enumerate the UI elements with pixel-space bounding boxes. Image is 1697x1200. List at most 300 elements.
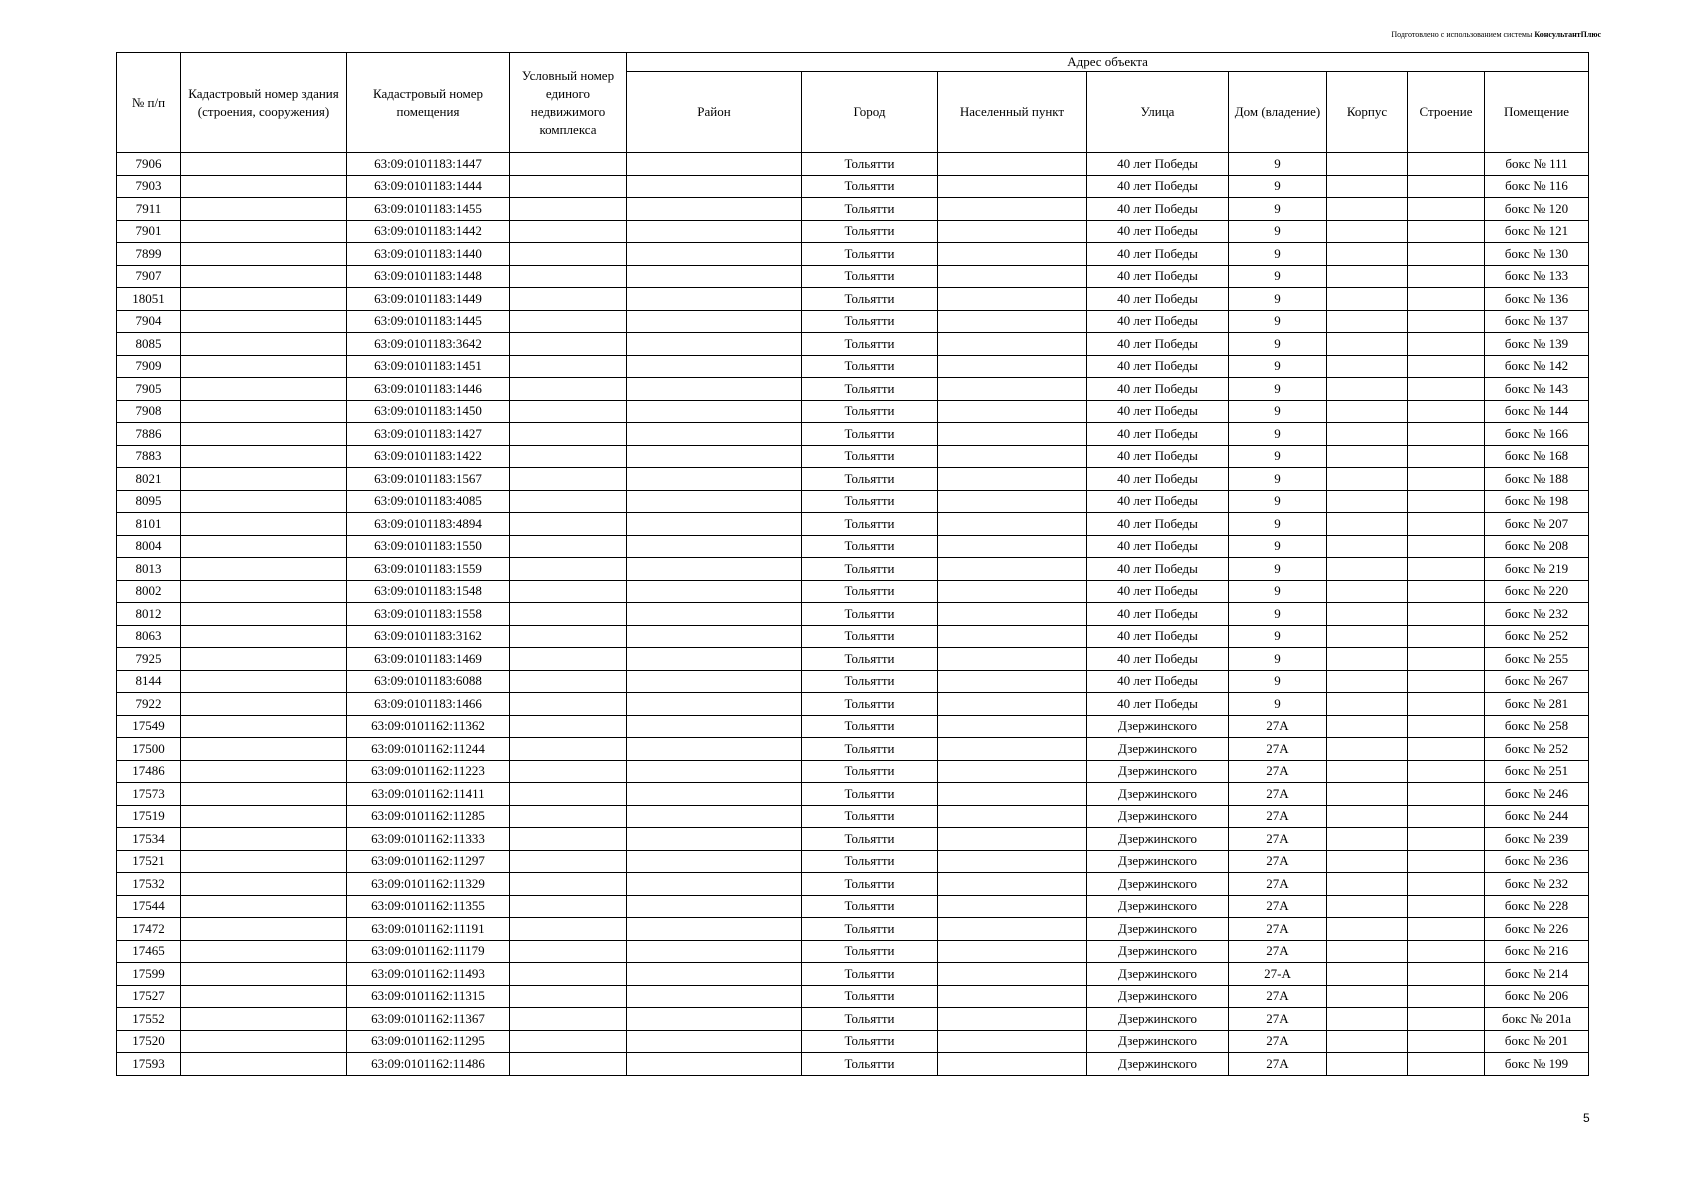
cell-conditional-number (510, 513, 627, 536)
cell-district (627, 693, 802, 716)
cell-korpus (1327, 220, 1408, 243)
cell-building (1408, 693, 1485, 716)
cell-house: 9 (1229, 468, 1327, 491)
cell-room-cadastral: 63:09:0101183:1559 (347, 558, 510, 581)
cell-conditional-number (510, 423, 627, 446)
cell-num: 17519 (117, 805, 181, 828)
table-row (117, 288, 1589, 311)
cell-settlement (938, 490, 1087, 513)
cell-room-cadastral: 63:09:0101162:11367 (347, 1008, 510, 1031)
cell-room-cadastral: 63:09:0101183:1558 (347, 603, 510, 626)
cell-district (627, 918, 802, 941)
cell-num: 7909 (117, 355, 181, 378)
cell-conditional-number (510, 1053, 627, 1076)
cell-room: бокс № 130 (1485, 243, 1589, 266)
cell-building (1408, 310, 1485, 333)
cell-settlement (938, 580, 1087, 603)
cell-district (627, 220, 802, 243)
cell-city: Тольятти (802, 828, 938, 851)
cell-house: 9 (1229, 445, 1327, 468)
cell-building (1408, 220, 1485, 243)
header-district: Район (627, 72, 802, 153)
table-row (117, 153, 1589, 176)
cell-house: 27-А (1229, 963, 1327, 986)
cell-conditional-number (510, 963, 627, 986)
cell-building-cadastral (181, 850, 347, 873)
cell-building-cadastral (181, 333, 347, 356)
cell-conditional-number (510, 940, 627, 963)
cell-conditional-number (510, 850, 627, 873)
table-row (117, 625, 1589, 648)
cell-room-cadastral: 63:09:0101183:1548 (347, 580, 510, 603)
cell-building-cadastral (181, 738, 347, 761)
cell-building-cadastral (181, 580, 347, 603)
cell-city: Тольятти (802, 355, 938, 378)
cell-room: бокс № 142 (1485, 355, 1589, 378)
cell-building (1408, 468, 1485, 491)
cell-street: 40 лет Победы (1087, 355, 1229, 378)
cell-house: 27А (1229, 715, 1327, 738)
cell-house: 9 (1229, 423, 1327, 446)
prepared-by-note (1391, 30, 1601, 39)
cell-building-cadastral (181, 715, 347, 738)
cell-street: 40 лет Победы (1087, 423, 1229, 446)
cell-num: 17472 (117, 918, 181, 941)
cell-house: 9 (1229, 198, 1327, 221)
cell-room: бокс № 206 (1485, 985, 1589, 1008)
cell-num: 7907 (117, 265, 181, 288)
cell-district (627, 535, 802, 558)
cell-building (1408, 175, 1485, 198)
cell-room: бокс № 267 (1485, 670, 1589, 693)
cell-city: Тольятти (802, 940, 938, 963)
cell-street: 40 лет Победы (1087, 468, 1229, 491)
cell-district (627, 603, 802, 626)
cell-room: бокс № 258 (1485, 715, 1589, 738)
cell-num: 17599 (117, 963, 181, 986)
cell-building (1408, 1008, 1485, 1031)
cell-street: 40 лет Победы (1087, 535, 1229, 558)
cell-building (1408, 535, 1485, 558)
header-num: № п/п (117, 53, 181, 153)
cell-house: 27А (1229, 805, 1327, 828)
cell-building (1408, 513, 1485, 536)
cell-house: 27А (1229, 828, 1327, 851)
cell-district (627, 805, 802, 828)
cell-korpus (1327, 873, 1408, 896)
cell-house: 27А (1229, 918, 1327, 941)
cell-district (627, 940, 802, 963)
cell-building-cadastral (181, 310, 347, 333)
cell-korpus (1327, 333, 1408, 356)
cell-num: 7903 (117, 175, 181, 198)
cell-city: Тольятти (802, 895, 938, 918)
cell-building (1408, 783, 1485, 806)
cell-district (627, 378, 802, 401)
cell-building-cadastral (181, 468, 347, 491)
cell-conditional-number (510, 760, 627, 783)
table-header (117, 53, 1589, 153)
cell-building-cadastral (181, 220, 347, 243)
header-settlement: Населенный пункт (938, 72, 1087, 153)
cell-settlement (938, 693, 1087, 716)
cell-korpus (1327, 580, 1408, 603)
cell-city: Тольятти (802, 333, 938, 356)
cell-city: Тольятти (802, 670, 938, 693)
cell-conditional-number (510, 310, 627, 333)
cell-settlement (938, 378, 1087, 401)
cell-room: бокс № 216 (1485, 940, 1589, 963)
cell-num: 7908 (117, 400, 181, 423)
cell-num: 7906 (117, 153, 181, 176)
cell-district (627, 670, 802, 693)
cell-settlement (938, 265, 1087, 288)
cell-room: бокс № 116 (1485, 175, 1589, 198)
cell-house: 9 (1229, 400, 1327, 423)
cell-room-cadastral: 63:09:0101183:4894 (347, 513, 510, 536)
cell-district (627, 985, 802, 1008)
cell-room-cadastral: 63:09:0101183:1450 (347, 400, 510, 423)
cell-conditional-number (510, 490, 627, 513)
cell-settlement (938, 918, 1087, 941)
cell-room-cadastral: 63:09:0101183:1440 (347, 243, 510, 266)
cell-korpus (1327, 715, 1408, 738)
table-row (117, 423, 1589, 446)
cell-korpus (1327, 850, 1408, 873)
cell-room: бокс № 201а (1485, 1008, 1589, 1031)
cell-building-cadastral (181, 670, 347, 693)
cell-korpus (1327, 423, 1408, 446)
cell-num: 17500 (117, 738, 181, 761)
cell-city: Тольятти (802, 625, 938, 648)
cell-city: Тольятти (802, 963, 938, 986)
cell-house: 9 (1229, 243, 1327, 266)
cell-district (627, 1008, 802, 1031)
cell-korpus (1327, 558, 1408, 581)
cell-num: 8002 (117, 580, 181, 603)
cell-building-cadastral (181, 288, 347, 311)
cell-room: бокс № 143 (1485, 378, 1589, 401)
cell-street: Дзержинского (1087, 850, 1229, 873)
cell-street: Дзержинского (1087, 783, 1229, 806)
cell-district (627, 333, 802, 356)
cell-district (627, 558, 802, 581)
cell-city: Тольятти (802, 558, 938, 581)
table-row (117, 355, 1589, 378)
cell-building-cadastral (181, 603, 347, 626)
table-row (117, 828, 1589, 851)
cell-room-cadastral: 63:09:0101183:1449 (347, 288, 510, 311)
cell-num: 17593 (117, 1053, 181, 1076)
cell-room-cadastral: 63:09:0101183:3642 (347, 333, 510, 356)
cell-korpus (1327, 175, 1408, 198)
cell-room: бокс № 168 (1485, 445, 1589, 468)
cell-room: бокс № 111 (1485, 153, 1589, 176)
cell-district (627, 1053, 802, 1076)
cell-house: 9 (1229, 625, 1327, 648)
cell-city: Тольятти (802, 985, 938, 1008)
cell-district (627, 490, 802, 513)
cell-room-cadastral: 63:09:0101162:11191 (347, 918, 510, 941)
cell-street: Дзержинского (1087, 1053, 1229, 1076)
cell-building-cadastral (181, 513, 347, 536)
cell-settlement (938, 310, 1087, 333)
cell-street: Дзержинского (1087, 963, 1229, 986)
cell-house: 27А (1229, 760, 1327, 783)
cell-street: Дзержинского (1087, 873, 1229, 896)
cell-city: Тольятти (802, 423, 938, 446)
cell-room: бокс № 232 (1485, 873, 1589, 896)
cell-district (627, 513, 802, 536)
cell-conditional-number (510, 805, 627, 828)
cell-num: 7911 (117, 198, 181, 221)
table-row (117, 490, 1589, 513)
cell-house: 27А (1229, 940, 1327, 963)
cell-conditional-number (510, 535, 627, 558)
cell-house: 9 (1229, 693, 1327, 716)
cell-city: Тольятти (802, 490, 938, 513)
cell-settlement (938, 828, 1087, 851)
table-row (117, 175, 1589, 198)
cell-district (627, 828, 802, 851)
cell-room: бокс № 136 (1485, 288, 1589, 311)
header-korpus: Корпус (1327, 72, 1408, 153)
cell-house: 27А (1229, 738, 1327, 761)
cell-room-cadastral: 63:09:0101162:11362 (347, 715, 510, 738)
cell-building-cadastral (181, 985, 347, 1008)
cell-settlement (938, 738, 1087, 761)
cell-room-cadastral: 63:09:0101183:1447 (347, 153, 510, 176)
table-row (117, 963, 1589, 986)
table-row (117, 985, 1589, 1008)
cell-district (627, 873, 802, 896)
table-row (117, 310, 1589, 333)
cell-korpus (1327, 693, 1408, 716)
cell-street: 40 лет Победы (1087, 400, 1229, 423)
cell-room: бокс № 252 (1485, 738, 1589, 761)
table-row (117, 805, 1589, 828)
cell-district (627, 850, 802, 873)
table-row (117, 738, 1589, 761)
cell-house: 9 (1229, 490, 1327, 513)
cell-building-cadastral (181, 1008, 347, 1031)
cell-building-cadastral (181, 198, 347, 221)
cell-settlement (938, 175, 1087, 198)
cell-street: Дзержинского (1087, 805, 1229, 828)
cell-room-cadastral: 63:09:0101162:11297 (347, 850, 510, 873)
cell-street: 40 лет Победы (1087, 198, 1229, 221)
cell-korpus (1327, 153, 1408, 176)
cell-district (627, 625, 802, 648)
cell-settlement (938, 400, 1087, 423)
cell-conditional-number (510, 220, 627, 243)
header-house: Дом (владение) (1229, 72, 1327, 153)
cell-building-cadastral (181, 355, 347, 378)
cell-korpus (1327, 265, 1408, 288)
cell-num: 8144 (117, 670, 181, 693)
cell-street: 40 лет Победы (1087, 558, 1229, 581)
cell-building-cadastral (181, 873, 347, 896)
cell-settlement (938, 648, 1087, 671)
cell-building (1408, 963, 1485, 986)
cell-settlement (938, 603, 1087, 626)
cell-num: 17486 (117, 760, 181, 783)
cell-house: 9 (1229, 153, 1327, 176)
cell-korpus (1327, 288, 1408, 311)
cell-building (1408, 985, 1485, 1008)
cell-room: бокс № 236 (1485, 850, 1589, 873)
cell-num: 17549 (117, 715, 181, 738)
cell-num: 7883 (117, 445, 181, 468)
cell-district (627, 783, 802, 806)
cell-house: 9 (1229, 603, 1327, 626)
cell-city: Тольятти (802, 760, 938, 783)
cell-num: 8085 (117, 333, 181, 356)
table-row (117, 580, 1589, 603)
cell-conditional-number (510, 468, 627, 491)
cell-city: Тольятти (802, 1030, 938, 1053)
cell-conditional-number (510, 445, 627, 468)
cell-num: 8004 (117, 535, 181, 558)
cell-house: 27А (1229, 1030, 1327, 1053)
cell-settlement (938, 445, 1087, 468)
cell-building-cadastral (181, 940, 347, 963)
cell-building-cadastral (181, 490, 347, 513)
cell-district (627, 648, 802, 671)
cell-room-cadastral: 63:09:0101162:11411 (347, 783, 510, 806)
cell-district (627, 243, 802, 266)
cell-settlement (938, 670, 1087, 693)
cell-building-cadastral (181, 1053, 347, 1076)
cell-settlement (938, 985, 1087, 1008)
cell-conditional-number (510, 198, 627, 221)
cell-conditional-number (510, 558, 627, 581)
cell-district (627, 715, 802, 738)
cell-building-cadastral (181, 828, 347, 851)
cell-room-cadastral: 63:09:0101162:11244 (347, 738, 510, 761)
cell-street: Дзержинского (1087, 715, 1229, 738)
cell-district (627, 468, 802, 491)
cell-building (1408, 648, 1485, 671)
cell-building-cadastral (181, 918, 347, 941)
cell-building (1408, 625, 1485, 648)
header-room-cadastral: Кадастровый номер помещения (347, 53, 510, 153)
cell-korpus (1327, 310, 1408, 333)
cell-num: 7925 (117, 648, 181, 671)
cell-building (1408, 760, 1485, 783)
cell-building (1408, 738, 1485, 761)
cell-district (627, 198, 802, 221)
cell-street: Дзержинского (1087, 738, 1229, 761)
cell-building (1408, 828, 1485, 851)
cell-building (1408, 873, 1485, 896)
cell-room: бокс № 246 (1485, 783, 1589, 806)
cell-settlement (938, 468, 1087, 491)
cell-conditional-number (510, 918, 627, 941)
cell-room-cadastral: 63:09:0101183:1422 (347, 445, 510, 468)
header-building-cadastral: Кадастровый номер здания (строения, сооружения) (181, 53, 347, 153)
cell-city: Тольятти (802, 265, 938, 288)
cell-district (627, 895, 802, 918)
property-registry-table (116, 52, 1589, 1076)
cell-conditional-number (510, 378, 627, 401)
header-room: Помещение (1485, 72, 1589, 153)
cell-conditional-number (510, 355, 627, 378)
cell-settlement (938, 220, 1087, 243)
cell-district (627, 153, 802, 176)
table-row (117, 265, 1589, 288)
cell-building (1408, 895, 1485, 918)
cell-num: 17573 (117, 783, 181, 806)
cell-house: 9 (1229, 558, 1327, 581)
cell-room-cadastral: 63:09:0101162:11223 (347, 760, 510, 783)
cell-house: 9 (1229, 310, 1327, 333)
cell-house: 9 (1229, 220, 1327, 243)
cell-conditional-number (510, 400, 627, 423)
cell-settlement (938, 288, 1087, 311)
cell-num: 7899 (117, 243, 181, 266)
cell-conditional-number (510, 333, 627, 356)
cell-street: 40 лет Победы (1087, 333, 1229, 356)
cell-room: бокс № 281 (1485, 693, 1589, 716)
cell-num: 17521 (117, 850, 181, 873)
cell-building (1408, 445, 1485, 468)
cell-city: Тольятти (802, 805, 938, 828)
cell-district (627, 355, 802, 378)
cell-room: бокс № 207 (1485, 513, 1589, 536)
cell-house: 9 (1229, 175, 1327, 198)
cell-city: Тольятти (802, 513, 938, 536)
cell-house: 9 (1229, 648, 1327, 671)
table-row (117, 850, 1589, 873)
cell-korpus (1327, 198, 1408, 221)
cell-settlement (938, 963, 1087, 986)
cell-settlement (938, 558, 1087, 581)
cell-building (1408, 670, 1485, 693)
cell-street: 40 лет Победы (1087, 670, 1229, 693)
cell-street: 40 лет Победы (1087, 153, 1229, 176)
cell-korpus (1327, 445, 1408, 468)
cell-room: бокс № 139 (1485, 333, 1589, 356)
cell-settlement (938, 940, 1087, 963)
cell-city: Тольятти (802, 153, 938, 176)
header-conditional-number: Условный номер единого недвижимого комплекса (510, 53, 627, 153)
cell-district (627, 423, 802, 446)
cell-street: 40 лет Победы (1087, 513, 1229, 536)
table-row (117, 333, 1589, 356)
table-row (117, 220, 1589, 243)
cell-korpus (1327, 513, 1408, 536)
cell-korpus (1327, 378, 1408, 401)
cell-room-cadastral: 63:09:0101162:11295 (347, 1030, 510, 1053)
cell-room-cadastral: 63:09:0101183:1567 (347, 468, 510, 491)
cell-building (1408, 400, 1485, 423)
cell-street: Дзержинского (1087, 1008, 1229, 1031)
cell-room: бокс № 214 (1485, 963, 1589, 986)
cell-room-cadastral: 63:09:0101183:1445 (347, 310, 510, 333)
cell-conditional-number (510, 648, 627, 671)
cell-building (1408, 580, 1485, 603)
cell-building-cadastral (181, 265, 347, 288)
cell-building (1408, 603, 1485, 626)
cell-settlement (938, 513, 1087, 536)
cell-house: 27А (1229, 873, 1327, 896)
cell-street: Дзержинского (1087, 1030, 1229, 1053)
cell-num: 7922 (117, 693, 181, 716)
cell-building-cadastral (181, 153, 347, 176)
cell-room-cadastral: 63:09:0101183:6088 (347, 670, 510, 693)
cell-city: Тольятти (802, 783, 938, 806)
